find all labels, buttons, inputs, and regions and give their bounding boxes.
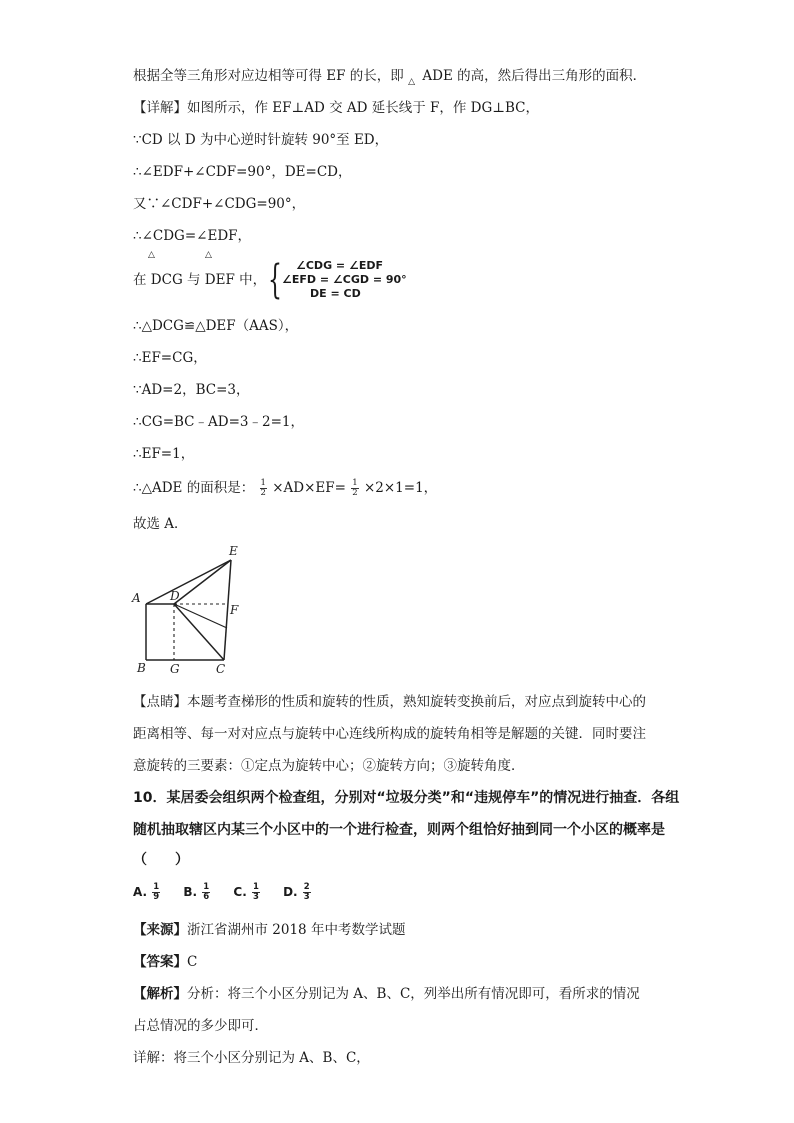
question-line: （ ） — [133, 852, 189, 868]
text-line: ∴△DCG≌△DEF（AAS）， — [133, 318, 299, 334]
text-line: 故选 A． — [133, 516, 188, 532]
system-row: ∠CDG = ∠EDF — [296, 259, 383, 272]
segment-DC — [174, 604, 224, 660]
label-D: D — [170, 589, 180, 603]
option-d: D. $\frac{2}{3}$ — [283, 882, 310, 902]
analysis-tag: 【解析】 — [133, 986, 187, 1002]
fraction: $\frac{1}{2}$ — [352, 478, 358, 498]
text-line: 【点睛】本题考查梯形的性质和旋转的性质，熟知旋转变换前后，对应点到旋转中心的 — [133, 694, 646, 710]
text-line: ∵CD 以 D 为中心逆时针旋转 90°至 ED， — [133, 132, 389, 148]
text-line: 详解：将三个小区分别记为 A、B、C， — [133, 1050, 370, 1066]
text-line: 在 DCG 与 DEF 中， — [133, 272, 267, 288]
text-line: 又∵∠CDF+∠CDG=90°， — [133, 196, 306, 212]
text-line: 意旋转的三要素：①定点为旋转中心；②旋转方向；③旋转角度． — [133, 758, 525, 774]
segment-AE — [146, 560, 231, 604]
system-row: ∠EFD = ∠CGD = 90° — [282, 273, 407, 286]
text-line: 占总情况的多少即可． — [133, 1018, 268, 1034]
fraction: $\frac{1}{3}$ — [252, 882, 259, 902]
answer-tag: 【答案】 — [133, 954, 187, 970]
fraction: $\frac{1}{6}$ — [203, 882, 210, 902]
source-text: 浙江省湖州市 2018 年中考数学试题 — [187, 922, 406, 938]
source-tag: 【来源】 — [133, 922, 187, 938]
text-line: 根据全等三角形对应边相等可得 EF 的长，即 △ ADE 的高，然后得出三角形的面积． — [133, 68, 647, 87]
text-line: 【详解】如图所示，作 EF⊥AD 交 AD 延长线于 F，作 DG⊥BC， — [133, 100, 539, 116]
segment-DM — [174, 604, 227, 628]
answer-text: C — [187, 954, 198, 970]
label-E: E — [229, 544, 238, 558]
option-b: B. $\frac{1}{6}$ — [183, 882, 210, 902]
text-line: ∴CG=BC﹣AD=3﹣2=1， — [133, 414, 304, 430]
system-brace: { — [268, 257, 282, 303]
label-C: C — [216, 662, 226, 676]
text-line: ∴EF=1， — [133, 446, 195, 462]
text-line: ∴EF=CG， — [133, 350, 207, 366]
triangle-symbol: △ — [205, 250, 212, 260]
option-a: A. $\frac{1}{9}$ — [133, 882, 160, 902]
text-segment: ×AD×EF= — [272, 480, 346, 496]
equation-system — [282, 259, 407, 301]
option-c: C. $\frac{1}{3}$ — [233, 882, 259, 902]
label-F: F — [230, 603, 239, 617]
text-segment: ADE 的高，然后得出三角形的面积． — [422, 68, 647, 84]
text-line: ∴∠EDF+∠CDF=90°，DE=CD， — [133, 164, 352, 180]
label-A: A — [132, 591, 141, 605]
fraction: $\frac{2}{3}$ — [303, 882, 310, 902]
triangle-symbol: △ — [148, 250, 155, 260]
system-row: DE = CD — [310, 287, 361, 300]
text-line: ∴∠CDG=∠EDF， — [133, 228, 252, 244]
text-line — [133, 478, 437, 498]
segment-DE — [174, 560, 231, 604]
text-segment: ∴△ADE 的面积是： — [133, 480, 255, 496]
fraction: $\frac{1}{2}$ — [260, 478, 266, 498]
analysis-text: 分析：将三个小区分别记为 A、B、C，列举出所有情况即可，看所求的情况 — [187, 986, 640, 1002]
text-segment: 根据全等三角形对应边相等可得 EF 的长，即 — [133, 68, 404, 84]
answer-line — [133, 952, 197, 972]
analysis-line — [133, 984, 640, 1004]
fraction: $\frac{1}{9}$ — [153, 882, 160, 902]
answer-options — [133, 883, 330, 902]
geometry-figure — [128, 542, 258, 677]
question-line: 10．某居委会组织两个检查组，分别对“垃圾分类”和“违规停车”的情况进行抽查．各组 — [133, 790, 680, 806]
text-line: 距离相等、每一对对应点与旋转中心连线所构成的旋转角相等是解题的关键．同时要注 — [133, 726, 646, 742]
text-segment: ×2×1=1， — [363, 480, 438, 496]
label-B: B — [137, 661, 146, 675]
label-G: G — [170, 662, 180, 676]
question-line: 随机抽取辖区内某三个小区中的一个进行检查，则两个组恰好抽到同一个小区的概率是 — [133, 822, 665, 838]
text-line: ∵AD=2，BC=3， — [133, 382, 250, 398]
source-line — [133, 920, 405, 940]
